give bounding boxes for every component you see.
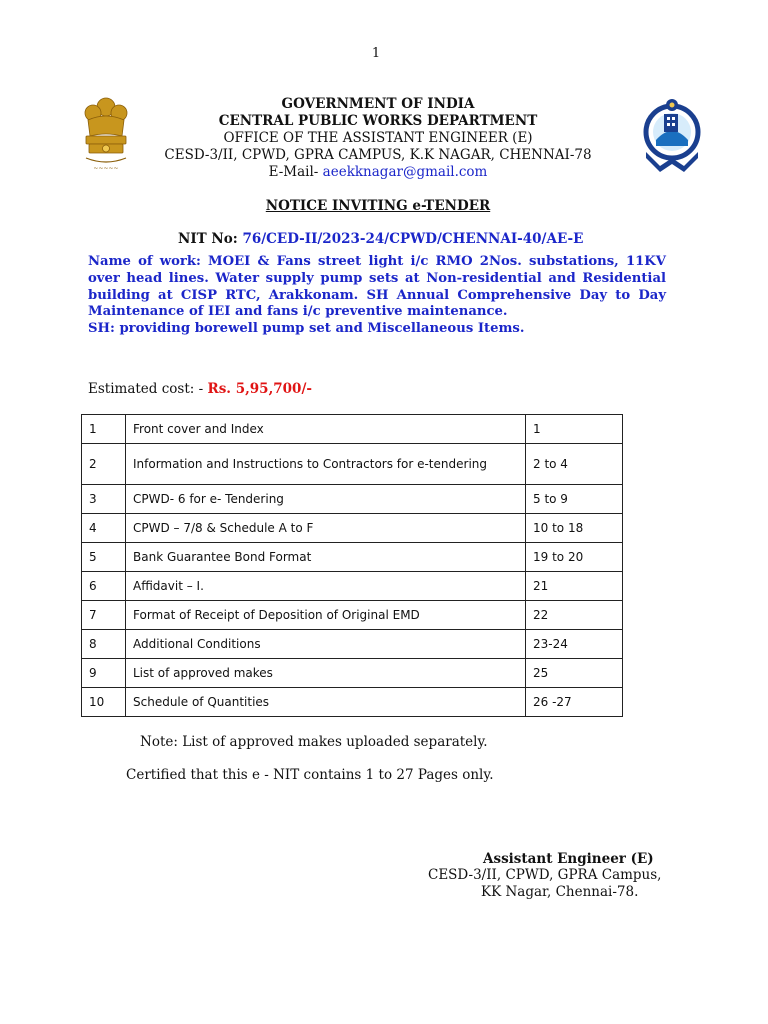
estimated-cost-label: Estimated cost: - <box>88 381 204 397</box>
svg-text:~~~~~: ~~~~~ <box>93 165 119 172</box>
table-row <box>82 543 623 572</box>
signature-address-line1: CESD-3/II, CPWD, GPRA Campus, <box>428 867 662 883</box>
row-item: List of approved makes <box>126 659 526 688</box>
email-label: E-Mail- <box>268 164 319 180</box>
row-pages: 10 to 18 <box>526 514 623 543</box>
row-number: 6 <box>82 572 126 601</box>
nit-label: NIT No: <box>178 231 238 247</box>
row-item: Bank Guarantee Bond Format <box>126 543 526 572</box>
row-number: 10 <box>82 688 126 717</box>
signature-title: Assistant Engineer (E) <box>483 851 654 867</box>
row-item: Information and Instructions to Contractors for e-tendering <box>126 444 526 485</box>
work-description <box>88 254 666 338</box>
row-pages: 25 <box>526 659 623 688</box>
row-pages: 19 to 20 <box>526 543 623 572</box>
work-sub-head: SH: providing borewell pump set and Miscellaneous Items. <box>88 321 525 337</box>
note-text: Note: List of approved makes uploaded separately. <box>140 734 488 750</box>
estimated-cost-amount: Rs. 5,95,700/- <box>207 381 312 397</box>
row-item: CPWD- 6 for e- Tendering <box>126 485 526 514</box>
row-pages: 21 <box>526 572 623 601</box>
row-item: Format of Receipt of Deposition of Original EMD <box>126 601 526 630</box>
header-government: GOVERNMENT OF INDIA <box>281 96 475 112</box>
work-name: Name of work: MOEI & Fans street light i/c RMO 2Nos. substations, 11KV over head lines. Water supply pump sets at Non-residential and Residential building at CISP RTC, Arakkonam. SH Annual Comprehensive Day to Day Maintenance of IEI and fans i/c preventive maintenance. <box>88 254 666 320</box>
table-row <box>82 514 623 543</box>
row-item: Additional Conditions <box>126 630 526 659</box>
nit-number <box>178 231 583 247</box>
row-item: Affidavit – I. <box>126 572 526 601</box>
header-department: CENTRAL PUBLIC WORKS DEPARTMENT <box>218 113 538 129</box>
row-number: 3 <box>82 485 126 514</box>
row-number: 2 <box>82 444 126 485</box>
row-number: 9 <box>82 659 126 688</box>
row-number: 8 <box>82 630 126 659</box>
page-number: 1 <box>371 46 381 61</box>
row-number: 1 <box>82 415 126 444</box>
row-pages: 2 to 4 <box>526 444 623 485</box>
table-row <box>82 659 623 688</box>
index-table <box>81 414 623 717</box>
row-pages: 26 -27 <box>526 688 623 717</box>
row-number: 4 <box>82 514 126 543</box>
table-row <box>82 444 623 485</box>
table-row <box>82 415 623 444</box>
table-row <box>82 572 623 601</box>
row-number: 5 <box>82 543 126 572</box>
row-item: Schedule of Quantities <box>126 688 526 717</box>
row-pages: 1 <box>526 415 623 444</box>
signature-address-line2: KK Nagar, Chennai-78. <box>481 884 639 900</box>
nit-value: 76/CED-II/2023-24/CPWD/CHENNAI-40/AE-E <box>242 231 584 247</box>
notice-title: NOTICE INVITING e-TENDER <box>265 198 491 214</box>
row-item: Front cover and Index <box>126 415 526 444</box>
header-email-line <box>0 164 756 181</box>
certified-text: Certified that this e - NIT contains 1 to 27 Pages only. <box>126 767 494 783</box>
row-item: CPWD – 7/8 & Schedule A to F <box>126 514 526 543</box>
estimated-cost <box>88 381 312 397</box>
row-number: 7 <box>82 601 126 630</box>
header-address: CESD-3/II, CPWD, GPRA CAMPUS, K.K NAGAR, CHENNAI-78 <box>164 147 592 163</box>
header-office: OFFICE OF THE ASSISTANT ENGINEER (E) <box>223 130 533 146</box>
table-row <box>82 688 623 717</box>
row-pages: 5 to 9 <box>526 485 623 514</box>
table-row <box>82 601 623 630</box>
row-pages: 22 <box>526 601 623 630</box>
email-link[interactable]: aeekknagar@gmail.com <box>322 164 488 180</box>
row-pages: 23-24 <box>526 630 623 659</box>
table-row <box>82 630 623 659</box>
table-row <box>82 485 623 514</box>
